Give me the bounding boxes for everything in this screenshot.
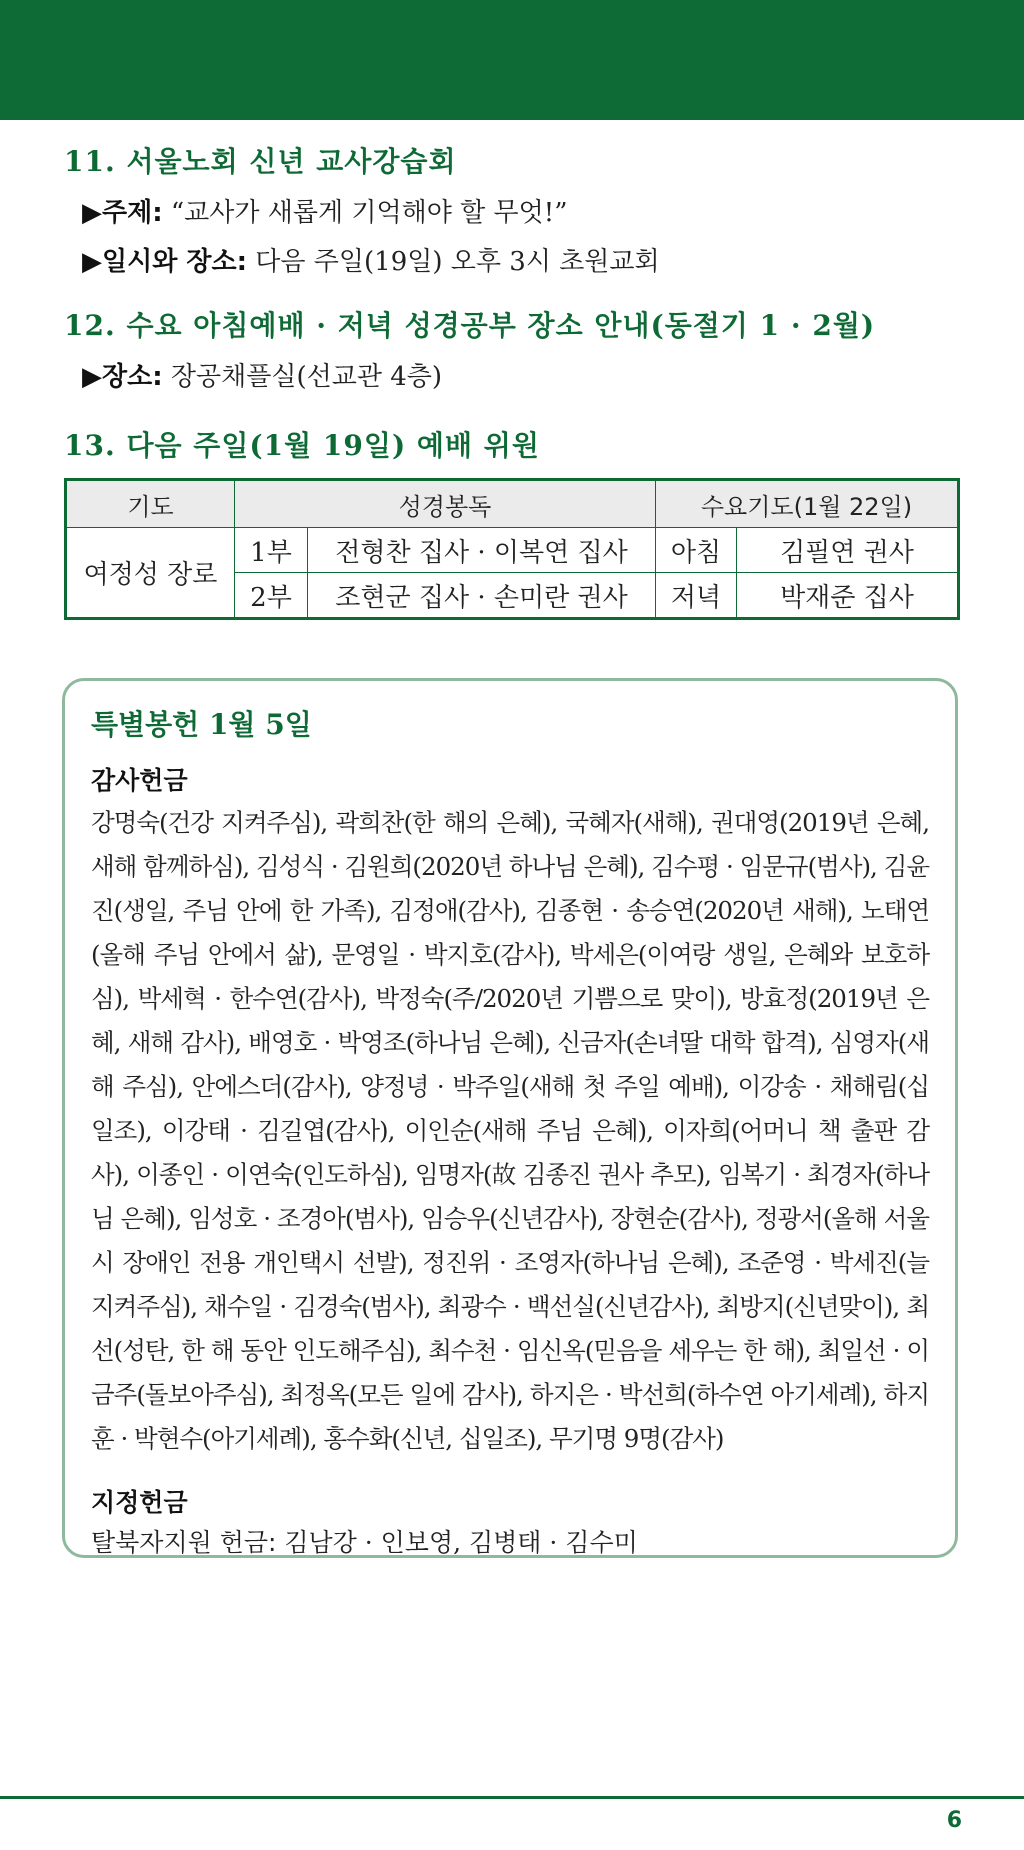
header-wed-prayer: 수요기도(1월 22일) xyxy=(656,480,959,528)
section-13 xyxy=(64,424,960,464)
designated-offering-heading: 지정헌금 xyxy=(91,1488,188,1517)
offering-title: 특별봉헌 1월 5일 xyxy=(91,708,312,741)
footer-divider xyxy=(0,1796,1024,1799)
designated-value: 김남강 · 인보영, 김병태 · 김수미 xyxy=(276,1528,638,1557)
designated-label: 탈북자지원 헌금: xyxy=(91,1528,277,1557)
section-11-title: 11. 서울노회 신년 교사강습회 xyxy=(64,145,457,178)
table-row xyxy=(66,528,959,573)
table-header-row xyxy=(66,480,959,528)
section-12-place xyxy=(64,356,960,393)
section-11-when xyxy=(64,241,960,278)
special-offering-box xyxy=(62,678,958,1558)
part-1: 1부 xyxy=(235,528,308,573)
section-11-theme xyxy=(64,192,960,229)
prayer-person: 여정성 장로 xyxy=(66,528,235,619)
designated-offering-line xyxy=(91,1523,929,1559)
section-12-title: 12. 수요 아침예배 · 저녁 성경공부 장소 안내(동절기 1 · 2월) xyxy=(64,309,876,342)
thanks-offering-heading: 감사헌금 xyxy=(91,766,188,795)
section-12 xyxy=(64,304,960,393)
header-reading: 성경봉독 xyxy=(235,480,656,528)
section-13-title: 13. 다음 주일(1월 19일) 예배 위원 xyxy=(64,429,540,462)
thanks-offering-list: 강명숙(건강 지켜주심), 곽희찬(한 해의 은혜), 국혜자(새해), 권대영(2019년 은혜, 새해 함께하심), 김성식 · 김원희(2020년 하나님 은혜), 김수평 · 임문규(범사), 김윤진(생일, 주님 안에 한 가족), 김정애(감사), 김종현 · 송승연(2020년 새해), 노태연(올해 주님 안에서 삶), 문영일 · 박지호(감사), 박세은(이여랑 생일, 은혜와 보호하심), 박세혁 · 한수연(감사), 박정숙(주/2020년 기쁨으로 맞이), 방효정(2019년 은혜, 새해 감사), 배영호 · 박영조(하나님 은혜), 신금자(손녀딸 대학 합격), 심영자(새해 주심), 안에스더(감사), 양정녕 · 박주일(새해 첫 주일 예배), 이강송 · 채해림(십일조), 이강태 · 김길엽(감사), 이인순(새해 주님 은혜), 이자희(어머니 책 출판 감사), 이종인 · 이연숙(인도하심), 임명자(故 김종진 권사 추모), 임복기 · 최경자(하나님 은혜), 임성호 · 조경아(범사), 임승우(신년감사), 장현순(감사), 정광서(올해 서울시 장애인 전용 개인택시 선발), 정진위 · 조영자(하나님 은혜), 조준영 · 박세진(늘 지켜주심), 채수일 · 김경숙(범사), 최광수 · 백선실(신년감사), 최방지(신년맞이), 최선(성탄, 한 해 동안 인도해주심), 최수천 · 임신옥(믿음을 세우는 한 해), 최일선 · 이금주(돌보아주심), 최정옥(모든 일에 감사), 하지은 · 박선희(하수연 아기세례), 하지훈 · 박현수(아기세례), 홍수화(신년, 십일조), 무기명 9명(감사) xyxy=(91,808,929,1453)
worship-committee-table xyxy=(64,478,960,620)
theme-label: ▶주제: xyxy=(82,198,163,228)
header-prayer: 기도 xyxy=(66,480,235,528)
wed-morning-label: 아침 xyxy=(656,528,737,573)
place-value: 장공채플실(선교관 4층) xyxy=(162,362,443,392)
part-2-readers: 조현군 집사 · 손미란 권사 xyxy=(308,573,656,619)
page-number: 6 xyxy=(946,1808,962,1833)
part-2: 2부 xyxy=(235,573,308,619)
when-label: ▶일시와 장소: xyxy=(82,247,248,277)
when-value: 다음 주일(19일) 오후 3시 초원교회 xyxy=(247,247,660,277)
place-label: ▶장소: xyxy=(82,362,163,392)
wed-morning-person: 김필연 권사 xyxy=(737,528,959,573)
section-11 xyxy=(64,140,960,278)
theme-value: “교사가 새롭게 기억해야 할 무엇!” xyxy=(162,198,568,228)
part-1-readers: 전형찬 집사 · 이복연 집사 xyxy=(308,528,656,573)
header-bar xyxy=(0,0,1024,120)
designated-offering xyxy=(91,1483,929,1559)
wed-evening-label: 저녁 xyxy=(656,573,737,619)
wed-evening-person: 박재준 집사 xyxy=(737,573,959,619)
